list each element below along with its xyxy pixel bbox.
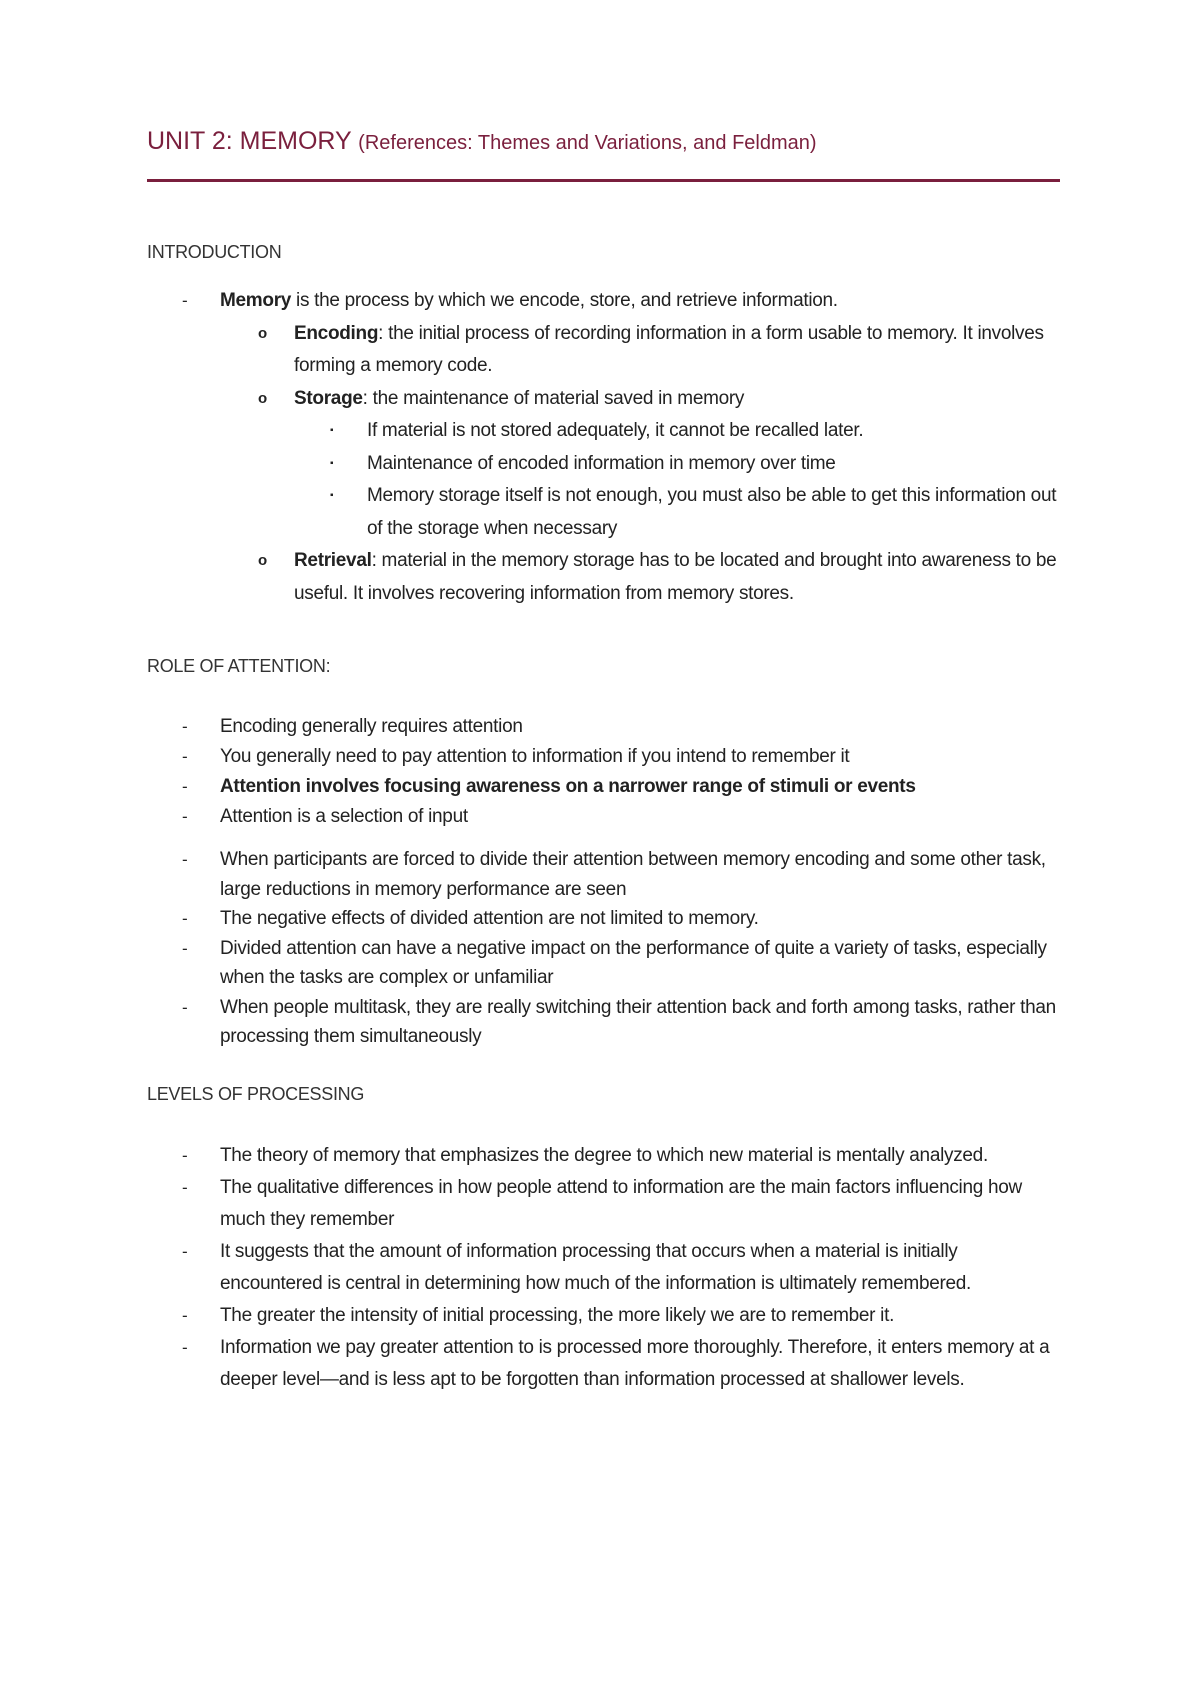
list-item [182,845,1060,904]
list-item [182,1300,1060,1332]
square-bullet: ▪ [330,490,334,501]
dash-bullet: - [182,717,188,736]
dash-bullet: - [182,747,188,766]
list-item [182,1332,1060,1396]
circle-bullet: o [258,324,267,342]
list-item-text: The negative effects of divided attention are not limited to memory. [220,908,759,929]
list-item-text: Information we pay greater attention to is processed more thoroughly. Therefore, it enters memory at a deeper level—and is less apt to be forgotten than information processed at shallower levels. [220,1337,1050,1390]
attention-list-b [147,845,1060,1052]
dash-bullet: - [182,1178,188,1197]
list-item-text: The qualitative differences in how people attend to information are the main factors influencing how much they remember [220,1177,1022,1230]
term-retrieval: Retrieval [294,550,372,571]
term-memory: Memory [220,290,292,311]
dash-bullet: - [182,777,188,796]
list-item [330,415,1060,448]
storage-point: If material is not stored adequately, it cannot be recalled later. [367,420,864,441]
memory-definition: is the process by which we encode, store, and retrieve information. [291,290,838,311]
square-bullet: ▪ [330,425,334,436]
dash-bullet: - [182,938,188,958]
dash-bullet: - [182,807,188,826]
list-item-text: Attention is a selection of input [220,806,468,827]
dash-bullet: - [182,850,188,869]
list-item [182,934,1060,993]
levels-list [147,1140,1060,1396]
term-storage: Storage [294,387,363,409]
list-item [182,1172,1060,1236]
list-item [330,480,1060,545]
list-item-text: When participants are forced to divide their attention between memory encoding and some other task, large reductions in memory performance are seen [220,849,1046,900]
list-item-text: It suggests that the amount of information processing that occurs when a material is initially encountered is central in determining how much of the information is ultimately remembered. [220,1241,972,1294]
term-encoding: Encoding [294,322,379,344]
square-bullet: ▪ [330,457,334,469]
list-item [182,1236,1060,1300]
list-item-text-bold: Attention involves focusing awareness on a narrower range of stimuli or events [220,776,916,797]
page-title [147,124,1060,160]
dash-bullet: - [182,1306,188,1325]
section-heading-introduction: INTRODUCTION [147,242,282,262]
list-item [182,285,1060,318]
list-item [258,318,1060,383]
list-item [330,448,1060,481]
title-rule [147,179,1060,182]
storage-definition: : the maintenance of material saved in memory [362,387,745,409]
attention-list-a [147,712,1060,832]
list-item-text: The theory of memory that emphasizes the degree to which new material is mentally analyzed. [220,1145,988,1166]
storage-point: Maintenance of encoded information in memory over time [367,452,836,474]
encoding-definition: : the initial process of recording information in a form usable to memory. It involves forming a memory code. [294,322,1044,376]
dash-bullet: - [182,997,188,1017]
storage-point: Memory storage itself is not enough, you must also be able to get this information out of the storage when necessary [367,485,1057,539]
list-item-text: The greater the intensity of initial processing, the more likely we are to remember it. [220,1305,895,1326]
circle-bullet: o [258,552,267,569]
list-item [258,545,1060,610]
title-main: UNIT 2: MEMORY [147,127,352,155]
list-item-text: Divided attention can have a negative impact on the performance of quite a variety of tasks, especially when the tasks are complex or unfamiliar [220,937,1047,988]
list-item [182,802,1060,832]
dash-bullet: - [182,291,188,310]
list-item [182,712,1060,742]
list-item-text: Encoding generally requires attention [220,716,523,737]
title-references: (References: Themes and Variations, and Feldman) [358,132,817,154]
dash-bullet: - [182,1338,188,1357]
circle-bullet: o [258,389,267,407]
list-item [182,742,1060,772]
title-block [147,124,1060,160]
list-item-text: When people multitask, they are really switching their attention back and forth among tasks, rather than processing them simultaneously [220,996,1056,1047]
list-item [182,1140,1060,1172]
section-heading-levels-of-processing: LEVELS OF PROCESSING [147,1084,365,1104]
dash-bullet: - [182,909,188,928]
list-item [182,772,1060,802]
list-item [182,993,1060,1052]
dash-bullet: - [182,1146,188,1165]
retrieval-definition: : material in the memory storage has to be located and brought into awareness to be useful. It involves recovering information from memory stores. [294,550,1057,604]
list-item [258,383,1060,416]
list-item-text: You generally need to pay attention to information if you intend to remember it [220,746,850,767]
list-item [182,904,1060,934]
dash-bullet: - [182,1242,188,1261]
introduction-list [147,285,1060,610]
section-heading-role-of-attention: ROLE OF ATTENTION: [147,656,331,676]
